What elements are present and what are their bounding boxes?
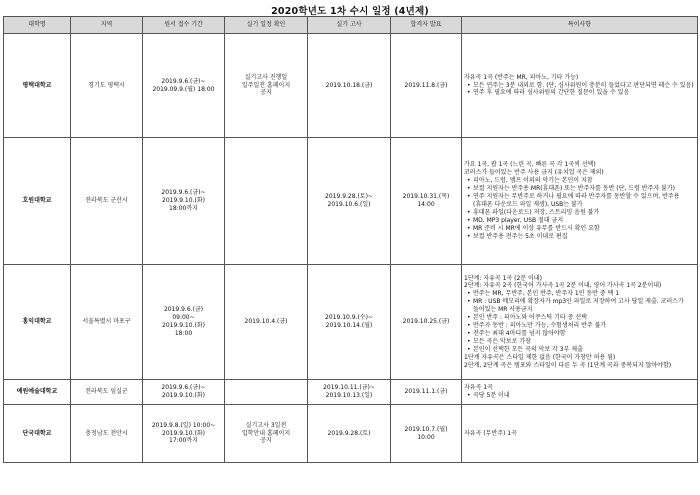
application-period-cell [143, 265, 225, 380]
special-notes-cell [462, 405, 698, 463]
cell-line: 2019.11.8.(금) [404, 81, 448, 89]
note-bullet-item: • 본인 반주 : 피아노와 어쿠스틱 기타 중 선택 [464, 314, 695, 322]
university-name-cell: 평택대학교 [4, 34, 71, 138]
cell-line: 2019.10.11.(금)~ [323, 384, 375, 392]
practical-exam-cell [308, 405, 391, 463]
cell-line: 18:00까지 [169, 204, 198, 212]
cell-line: 일주일전 홈페이지 [241, 81, 291, 89]
note-line: 자유곡 (무반주) 1곡 [464, 429, 517, 437]
cell-line: 09:00~ [172, 314, 195, 322]
university-name-cell: 홍익대학교 [4, 265, 71, 380]
note-bullet-item: • MR : USB 메모리에 확장자가 mp3인 파일로 저장하여 고사 당일 제출. 코러스가 들어있는 MR 사용금지 [464, 298, 695, 314]
header-special-notes: 특이사항 [462, 17, 698, 34]
result-announcement-cell [391, 265, 462, 380]
header-exam-schedule-check: 실기 일정 확인 [225, 17, 308, 34]
schedule-table [3, 16, 698, 463]
note-bullet-item: • 전주는 최대 4마디를 넘지 않아야함 [464, 330, 695, 338]
page-title: 2020학년도 1차 수시 일정 (4년제) [271, 6, 429, 17]
note-bullet-item: • MD, MP3 player, USB 절대 금지 [464, 217, 695, 225]
cell-line: 2019.9.10.(화) [162, 429, 205, 437]
note-line: 1단계 자유곡은 스타일 제한 없음 (한국어 가창만 허용 됨) [464, 353, 616, 361]
cell-line: 실기고사 진행일 [244, 73, 288, 81]
note-bullet-item: • 모든 연주는 3분 내외로 함. (단, 심사위원이 충분히 들었다고 판단되면 레슨 수 있음) [464, 82, 695, 90]
note-line: 2단계, 2단계 곡은 템포와 스타일이 다른 두 곡 (1단계 곡과 중복되지 않아야함) [464, 361, 672, 369]
table-row [4, 34, 698, 138]
application-period-cell [143, 380, 225, 405]
cell-line: 2019.10.25.(금) [402, 318, 450, 326]
special-notes-cell [462, 380, 698, 405]
note-line: 코러스가 들어있는 반주 사용 금지 (유치업 곡은 제외) [464, 169, 604, 177]
region-cell: 충청남도 천안시 [71, 405, 143, 463]
region-cell: 경기도 평택시 [71, 34, 143, 138]
cell-line: 2019.10.31.(목) [402, 193, 450, 201]
table-row [4, 405, 698, 463]
note-line: 1단계: 자유곡 1곡 (2분 이내) [464, 274, 542, 282]
special-notes-cell [462, 138, 698, 265]
university-name-cell: 예원예술대학교 [4, 380, 71, 405]
cell-line: 2019.10.6.(일) [327, 201, 371, 208]
header-practical-exam: 실기 고사 [308, 17, 391, 34]
cell-line: 2019.10.7.(월) [404, 425, 448, 433]
practical-exam-cell [308, 265, 391, 380]
note-bullet-item: • 피아노, 드럼, 앰프 이외의 악기는 본인이 지참 [464, 177, 695, 185]
exam-schedule-check-cell [225, 380, 308, 405]
cell-line: 14:00 [417, 201, 435, 208]
note-line: 2단계: 자유곡 2곡 (한국어 가사곡 1곡 2분 이내, 영어 가사곡 1곡 2분이내) [464, 282, 662, 290]
result-announcement-cell [391, 380, 462, 405]
university-name-cell: 호원대학교 [4, 138, 71, 265]
note-bullet-item: • 본인이 선택한 모든 곡의 악보 각 3부 제출 [464, 346, 695, 354]
cell-line: 17:00까지 [169, 437, 198, 445]
note-line: 자유곡 1곡 (반주는 MR, 피아노, 기타 가능) [464, 73, 579, 81]
practical-exam-cell [308, 138, 391, 265]
exam-schedule-check-cell [225, 405, 308, 463]
cell-line: 2019.9.28.(토)~ [325, 193, 373, 201]
table-row [4, 138, 698, 265]
result-announcement-cell [391, 405, 462, 463]
note-bullet-item: • 모든 곡은 악보로 가창 [464, 338, 695, 346]
note-bullet-item: • 휴대폰 파일(다운로드) 저장, 스트리밍 음원 불가 [464, 209, 695, 217]
note-line: 자유곡 1곡 [464, 384, 493, 392]
table-header-row [4, 17, 698, 34]
application-period-cell [143, 405, 225, 463]
cell-line: 2019.10.9.(수)~ [325, 314, 373, 322]
note-bullet-item: • 연주 후 필요에 따라 심사위원의 간단한 질문이 있을 수 있음 [464, 89, 695, 97]
cell-line: 2019.9.6.(금)~ [161, 384, 206, 392]
header-result-announcement: 합격자 발표 [391, 17, 462, 34]
cell-line: 2019.10.14.(월) [325, 322, 373, 329]
note-bullet-item: • 반주자 동반 : 피아노만 가능, 수험생처리 반주 불가 [464, 322, 695, 330]
special-notes-cell [462, 34, 698, 138]
exam-schedule-check-cell [225, 138, 308, 265]
cell-line: 공지 [260, 437, 272, 445]
university-name-cell: 단국대학교 [4, 405, 71, 463]
note-bullet-item: • 곡당 5분 이내 [464, 392, 695, 400]
note-line: 가요 1곡, 팝 1곡 (느린 곡, 빠른 곡 각 1곡씩 선택) [464, 161, 596, 169]
region-cell: 전라북도 군산시 [71, 138, 143, 265]
special-notes-cell [462, 265, 698, 380]
cell-line: 2019.9.6.(금) [163, 306, 204, 314]
cell-line: 2019.9.28.(토) [327, 429, 371, 437]
region-cell: 서울특별시 마포구 [71, 265, 143, 380]
cell-line: 2019.9.10.(화) [162, 197, 205, 205]
result-announcement-cell [391, 34, 462, 138]
exam-schedule-check-cell [225, 34, 308, 138]
application-period-cell [143, 138, 225, 265]
note-bullet-item: • 보컬 반주용 전주는 5초 이내로 편집 [464, 233, 695, 241]
region-cell: 전라북도 임실군 [71, 380, 143, 405]
note-bullet-item: • 반주는 MR, 무반주, 본인 반주, 반주자 1인 동반 중 택 1 [464, 290, 695, 298]
cell-line: 입학안내 홈페이지 [241, 429, 291, 437]
result-announcement-cell [391, 138, 462, 265]
cell-line: 2019.09.9.(월) 18:00 [152, 85, 215, 93]
cell-line: 2019.10.18.(금) [325, 81, 373, 89]
cell-line: 2019.10.13.(일) [325, 392, 373, 399]
table-row [4, 265, 698, 380]
table-row [4, 380, 698, 405]
cell-line: 2019.10.4.(금) [244, 318, 288, 326]
cell-line: 2019.9.10.(화) [162, 392, 205, 399]
note-bullet-item: • 연주 지원자는 무반주로 하거나 필요에 따라 반주자를 동반할 수 있으며, 반주용 (휴대폰 다운로드 파일 재생), USB는 불가 [464, 193, 695, 209]
cell-line: 공지 [260, 89, 272, 97]
cell-line: 18:00 [174, 329, 193, 337]
note-bullet-item: • MR 준비 시 MR에 이상 유무를 반드시 확인 요함 [464, 225, 695, 233]
exam-schedule-check-cell [225, 265, 308, 380]
cell-line: 2019.11.1.(금) [404, 388, 448, 396]
cell-line: 2019.9.10.(화) [162, 322, 205, 329]
cell-line: 2019.9.6.(금)~ [161, 189, 206, 197]
practical-exam-cell [308, 380, 391, 405]
header-region: 지역 [71, 17, 143, 34]
header-university: 대학명 [4, 17, 71, 34]
note-bullet-item: • 보컬 지원자는 반주용 MR(휴대폰) 또는 반주자를 동반 (단, 드럼 반주자 불가) [464, 185, 695, 193]
header-application-period: 원서 접수 기간 [143, 17, 225, 34]
practical-exam-cell [308, 34, 391, 138]
cell-line: 실기고사 3일전 [245, 421, 287, 429]
cell-line: 10:00 [417, 433, 435, 441]
cell-line: 2019.9.8.(일) 10:00~ [151, 421, 216, 429]
cell-line: 2019.9.6.(금)~ [161, 77, 206, 85]
application-period-cell [143, 34, 225, 138]
